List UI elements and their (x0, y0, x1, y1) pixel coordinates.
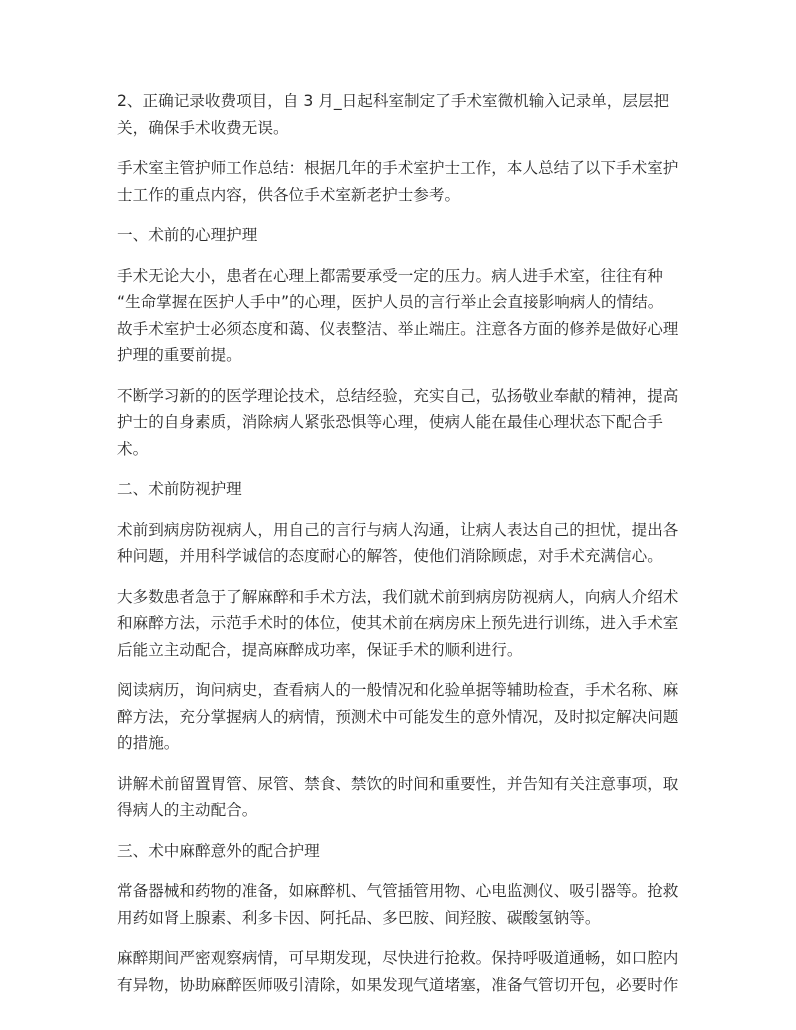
text-line: 阅读病历，询问病史，查看病人的一般情况和化验单据等辅助检查，手术名称、麻 (117, 681, 679, 699)
text-line: 手术无论大小，患者在心理上都需要承受一定的压力。病人进手术室，往往有种 (117, 266, 663, 285)
text-line: 手术室主管护师工作总结：根据几年的手术室护士工作，本人总结了以下手术室护 (117, 159, 679, 177)
paragraph (117, 945, 687, 998)
text-line: 和麻醉方法，示范手术时的体位，使其术前在病房床上预先进行训练，进入手术室 (117, 614, 679, 632)
text-line: 醉方法，充分掌握病人的病情，预测术中可能发生的意外情况，及时拟定解决问题 (117, 707, 679, 726)
paragraph (117, 383, 687, 463)
text-line: 得病人的主动配合。 (117, 801, 258, 819)
paragraph (117, 88, 687, 141)
paragraph (117, 878, 687, 931)
text-line: 士工作的重点内容，供各位手术室新老护士参考。 (117, 185, 461, 204)
text-line: 后能立主动配合，提高麻醉成功率，保证手术的顺利进行。 (117, 640, 523, 659)
section-heading (117, 838, 687, 865)
section-heading (117, 476, 687, 503)
paragraph (117, 584, 687, 664)
text-line: 关，确保手术收费无误。 (117, 118, 289, 137)
text-line: 术。 (117, 439, 149, 458)
text-line: 常备器械和药物的准备，如麻醉机、气管插管用物、心电监测仪、吸引器等。抢救 (117, 882, 679, 900)
paragraph (117, 677, 687, 757)
text-line: 护理的重要前提。 (117, 346, 242, 364)
text-line: 故手术室护士必须态度和蔼、仪表整洁、举止端庄。注意各方面的修养是做好心理 (117, 319, 679, 338)
text-line: 麻醉期间严密观察病情，可早期发现，尽快进行抢救。保持呼吸道通畅，如口腔内 (117, 949, 679, 967)
paragraph (117, 517, 687, 570)
text-line: 种问题，并用科学诚信的态度耐心的解答，使他们消除顾虑，对手术充满信心。 (117, 547, 663, 565)
paragraph (117, 771, 687, 824)
text-line: 三、术中麻醉意外的配合护理 (117, 841, 320, 860)
text-line: 不断学习新的的医学理论技术，总结经验，充实自己，弘扬敬业奉献的精神，提高 (117, 386, 679, 405)
text-line: 的措施。 (117, 734, 180, 752)
text-line: 有异物，协助麻醉医师吸引清除，如果发现气道堵塞，准备气管切开包，必要时作 (117, 975, 679, 994)
text-line: 护士的自身素质，消除病人紧张恐惧等心理，使病人能在最佳心理状态下配合手 (117, 413, 663, 431)
paragraph (117, 263, 687, 369)
text-line: 大多数患者急于了解麻醉和手术方法，我们就术前到病房防视病人，向病人介绍术 (117, 587, 679, 606)
paragraph (117, 155, 687, 208)
document-body (117, 88, 687, 1012)
text-line: 一、术前的心理护理 (117, 226, 258, 244)
text-line: 术前到病房防视病人，用自己的言行与病人沟通，让病人表达自己的担忧，提出各 (117, 520, 679, 539)
text-line: 用药如肾上腺素、利多卡因、阿托品、多巴胺、间羟胺、碳酸氢钠等。 (117, 908, 601, 927)
text-line: 讲解术前留置胃管、尿管、禁食、禁饮的时间和重要性，并告知有关注意事项，取 (117, 774, 679, 793)
text-line: “生命掌握在医护人手中”的心理，医护人员的言行举止会直接影响病人的情结。 (117, 293, 664, 311)
text-line: 2、正确记录收费项目，自 3 月_日起科室制定了手术室微机输入记录单，层层把 (117, 92, 670, 110)
text-line: 二、术前防视护理 (117, 480, 242, 498)
section-heading (117, 222, 687, 249)
